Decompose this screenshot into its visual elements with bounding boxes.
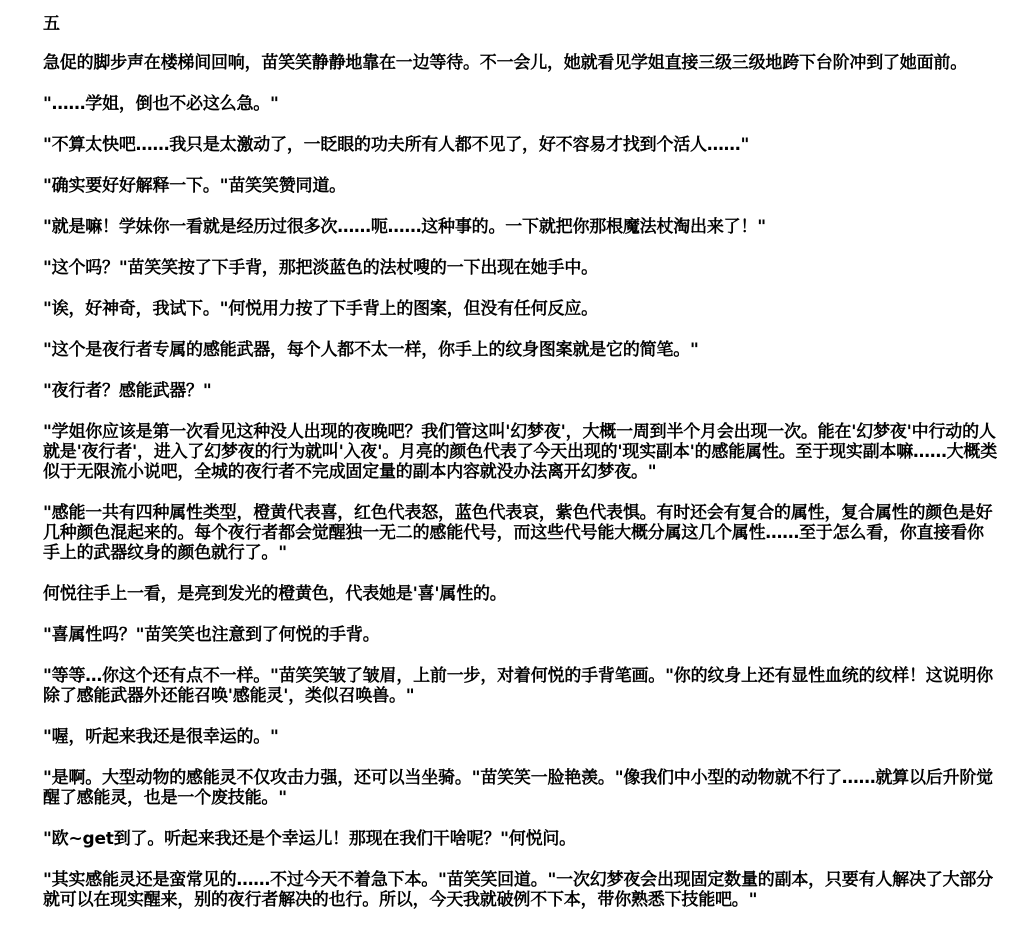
paragraph: "诶，好神奇，我试下。"何悦用力按了下手背上的图案，但没有任何反应。 bbox=[43, 299, 598, 319]
paragraph: "感能一共有四种属性类型，橙黄代表喜，红色代表怒，蓝色代表哀，紫色代表惧。有时还会有复合的属性，复合属性的颜色是好几种颜色混起来的。每个夜行者都会觉醒独一无二的感能代号，而这些代号能大概分属这几个属性……至于怎么看，你直接看你手上的武器纹身的颜色就行了。" bbox=[43, 503, 993, 563]
paragraph: "……学姐，倒也不必这么急。" bbox=[43, 94, 279, 114]
paragraph: "等等…你这个还有点不一样。"苗笑笑皱了皱眉，上前一步，对着何悦的手背笔画。"你的纹身上还有显性血统的纹样！这说明你除了感能武器外还能召唤'感能灵'，类似召唤兽。" bbox=[43, 666, 993, 706]
paragraph: "不算太快吧……我只是太激动了，一眨眼的功夫所有人都不见了，好不容易才找到个活人……" bbox=[43, 135, 750, 155]
paragraph: "是啊。大型动物的感能灵不仅攻击力强，还可以当坐骑。"苗笑笑一脸艳羡。"像我们中小型的动物就不行了……就算以后升阶觉醒了感能灵，也是一个废技能。" bbox=[43, 768, 993, 808]
paragraph: "喜属性吗？"苗笑笑也注意到了何悦的手背。 bbox=[43, 625, 380, 645]
paragraph: 急促的脚步声在楼梯间回响，苗笑笑静静地靠在一边等待。不一会儿，她就看见学姐直接三级三级地跨下台阶冲到了她面前。 bbox=[43, 53, 967, 73]
paragraph: "喔，听起来我还是很幸运的。" bbox=[43, 727, 279, 747]
paragraph: 何悦往手上一看，是亮到发光的橙黄色，代表她是'喜'属性的。 bbox=[43, 584, 507, 604]
paragraph: "夜行者？感能武器？" bbox=[43, 381, 212, 401]
paragraph: "这个吗？"苗笑笑按了下手背，那把淡蓝色的法杖嗖的一下出现在她手中。 bbox=[43, 258, 598, 278]
paragraph: "这个是夜行者专属的感能武器，每个人都不太一样，你手上的纹身图案就是它的简笔。" bbox=[43, 340, 699, 360]
paragraph: "欧~get到了。听起来我还是个幸运儿！那现在我们干啥呢？"何悦问。 bbox=[43, 829, 576, 849]
paragraph: "就是嘛！学妹你一看就是经历过很多次……呃……这种事的。一下就把你那根魔法杖淘出来了！" bbox=[43, 217, 766, 237]
paragraph: "确实要好好解释一下。"苗笑笑赞同道。 bbox=[43, 176, 346, 196]
paragraph: "学姐你应该是第一次看见这种没人出现的夜晚吧？我们管这叫'幻梦夜'，大概一周到半个月会出现一次。能在'幻梦夜'中行动的人就是'夜行者'，进入了幻梦夜的行为就叫'入夜'。月亮的颜色代表了今天出现的'现实副本'的感能属性。至于现实副本嘛……大概类似于无限流小说吧，全城的夜行者不完成固定量的副本内容就没办法离开幻梦夜。" bbox=[43, 422, 998, 482]
paragraph: "其实感能灵还是蛮常见的……不过今天不着急下本。"苗笑笑回道。"一次幻梦夜会出现固定数量的副本，只要有人解决了大部分就可以在现实醒来，别的夜行者解决的也行。所以，今天我就破例不下本，带你熟悉下技能吧。" bbox=[43, 870, 993, 910]
chapter-title: 五 bbox=[43, 14, 60, 34]
